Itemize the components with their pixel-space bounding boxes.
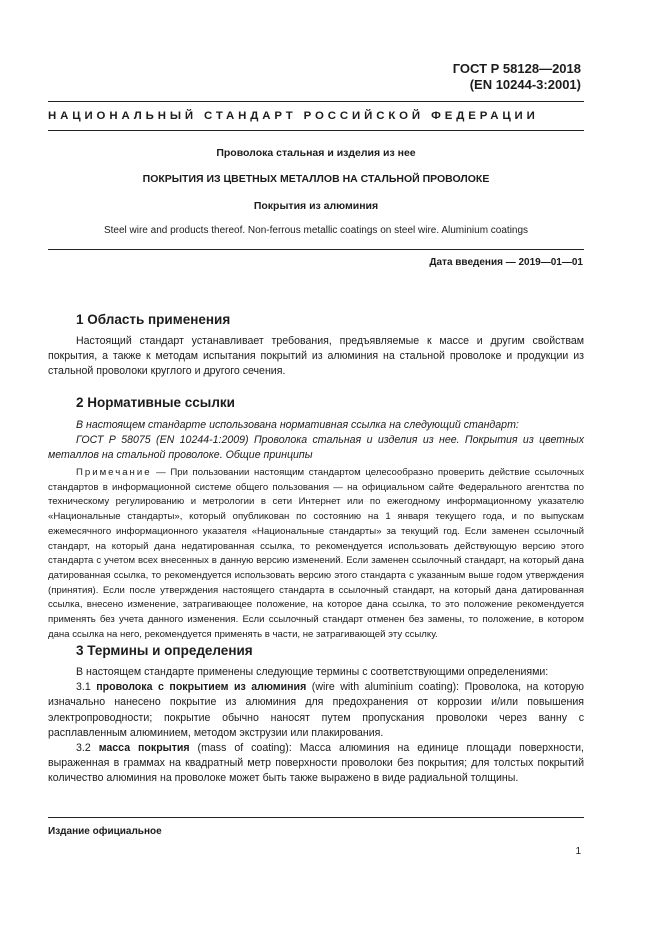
title-separator-rule: [48, 249, 584, 250]
term-3-1-number: 3.1: [76, 681, 97, 694]
section-3-heading: 3 Термины и определения: [76, 643, 253, 658]
section-1-text: Настоящий стандарт устанавливает требования, предъявляемые к массе и другим свойствам покрытия, а также к методам испытания покрытий из алюминия на стальной проволоке и продукции из стальной проволоки круглого и другого сечения.: [48, 335, 584, 378]
term-3-1-definition: (wire with aluminium coating): Проволока, на которую изначально нанесено покрытие из алюминия для предохранения от коррозии и/или повышения электропроводности; покрытие обычно наносят путем пропускания проволоки через ванну с расплавленным алюминием, методом экструзии или плакирования.: [48, 681, 584, 739]
term-3-2: [48, 741, 584, 787]
section-2-note: [48, 466, 584, 642]
reference-gost-r-58075: ГОСТ Р 58075 (EN 10244-1:2009) Проволока стальная и изделия из нее. Покрытия из цветных металлов на стальной проволоке. Общие принципы: [48, 434, 584, 462]
section-1-heading: 1 Область применения: [76, 312, 231, 327]
official-edition-label: Издание официальное: [48, 826, 162, 837]
banner-bottom-rule: [48, 130, 584, 131]
group-title: Проволока стальная и изделия из нее: [216, 147, 416, 159]
part-title: Покрытия из алюминия: [253, 200, 379, 212]
term-3-2-number: 3.2: [76, 742, 99, 755]
main-title: ПОКРЫТИЯ ИЗ ЦВЕТНЫХ МЕТАЛЛОВ НА СТАЛЬНОЙ ПРОВОЛОКЕ: [142, 173, 490, 185]
term-3-1-name: проволока с покрытием из алюминия: [96, 681, 307, 694]
section-2-references: [48, 418, 584, 464]
standard-designation: [453, 61, 581, 93]
page-number: 1: [575, 846, 581, 857]
section-3-intro: В настоящем стандарте применены следующие термины с соответствующими определениями:: [76, 666, 549, 678]
section-1-body: [48, 334, 584, 380]
english-title: Steel wire and products thereof. Non-ferrous metallic coatings on steel wire. Aluminium coatings: [103, 225, 529, 236]
national-standard-banner: НАЦИОНАЛЬНЫЙ СТАНДАРТ РОССИЙСКОЙ ФЕДЕРАЦИИ: [48, 110, 539, 122]
note-text: — При пользовании настоящим стандартом целесообразно проверить действие ссылочных стандартов в информационной системе общего пользования — на официальном сайте Федерального агентства по техническому регулированию и метрологии в сети Интернет или по ежегодному информационному указателю «Национальные стандарты», который опубликован по состоянию на 1 января текущего года, и по выпускам ежемесячного информационного указателя «Национальные стандарты» за текущий год. Если заменен ссылочный стандарт, на который дана недатированная ссылка, то рекомендуется использовать действующую версию этого стандарта с учетом всех внесенных в данную версию изменений. Если заменен ссылочный стандарт, на который дана датированная ссылка, то рекомендуется использовать версию этого стандарта с указанным выше годом утверждения (принятия). Если после утверждения настоящего стандарта в ссылочный стандарт, на который дана датированная ссылка, внесено изменение, затрагивающее положение, на которое дана ссылка, то это положение рекомендуется применять без учета данного изменения. Если ссылочный стандарт отменен без замены, то положение, в котором дана ссылка на него, рекомендуется применять в части, не затрагивающей эту ссылку.: [48, 467, 584, 640]
reference-intro: В настоящем стандарте использована нормативная ссылка на следующий стандарт:: [76, 419, 519, 431]
introduction-date: Дата введения — 2019—01—01: [429, 257, 583, 268]
term-3-1: [48, 680, 584, 741]
note-label: Примечание: [76, 467, 152, 478]
standard-number: ГОСТ Р 58128—2018: [452, 61, 581, 76]
section-2-heading: 2 Нормативные ссылки: [76, 395, 235, 410]
term-3-2-name: масса покрытия: [98, 742, 190, 755]
term-3-2-definition: (mass of coating): Масса алюминия на единице площади поверхности, выраженная в граммах на квадратный метр поверхности проволоки без покрытия; для толстых покрытий количество алюминия на проволоке может быть также выражено в виде радиальной толщины.: [48, 742, 584, 785]
en-standard-number: (EN 10244-3:2001): [469, 77, 581, 92]
banner-top-rule: [48, 101, 584, 102]
section-3-body: [48, 665, 584, 787]
footer-rule: [48, 817, 584, 818]
